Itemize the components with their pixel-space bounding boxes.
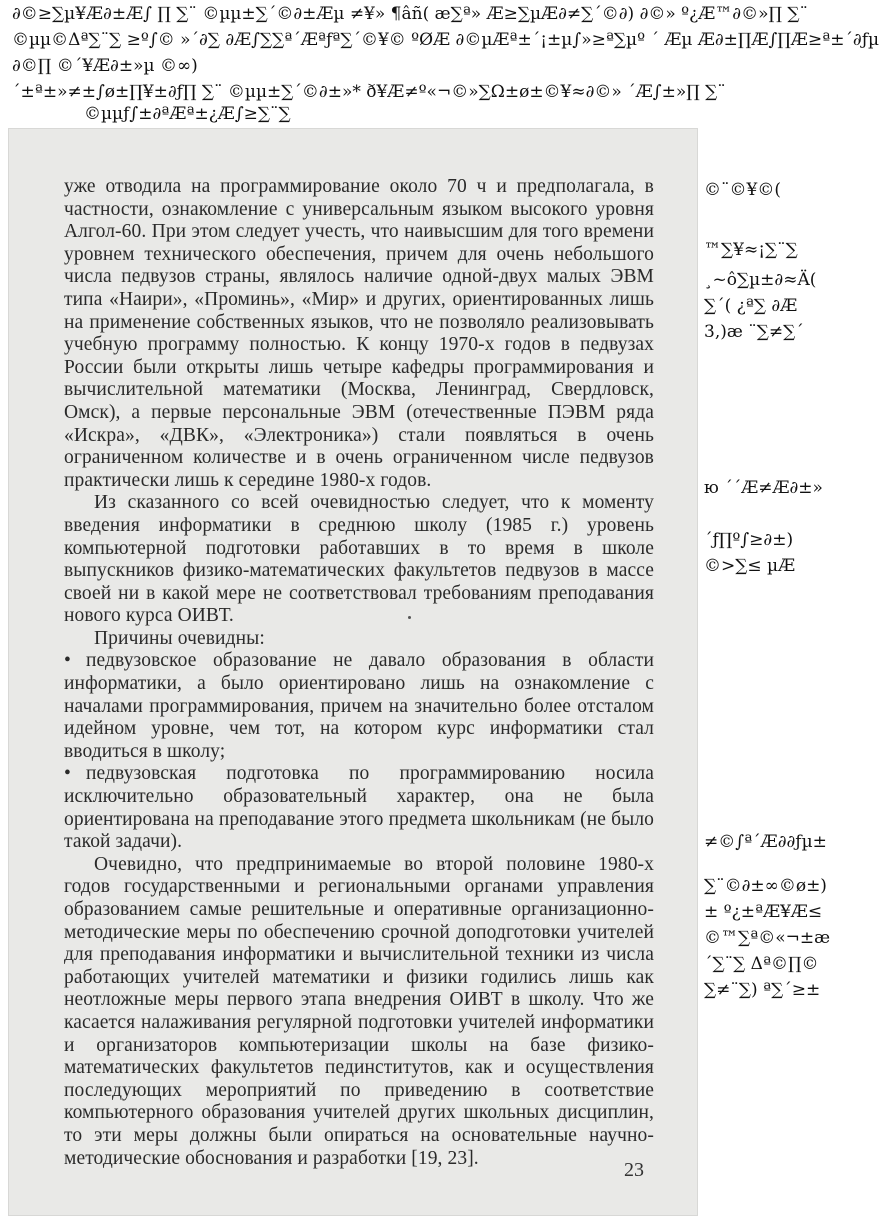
garbled-fragment: ¸~ô∑µ±∂≈Ä( bbox=[704, 270, 817, 290]
garbled-line: ´±ª±»≠±∫ø±∏¥±∂ƒ∏ ∑¨ ©µµ±∑´©∂±»* ð¥Æ≠º«¬©»∑Ω±ø±©¥≈∂©» ´Æ∫±»∏ ∑¨ bbox=[12, 82, 726, 102]
garbled-line: ©µµ©Δª∑¨∑ ≥º∫© »´∂∑ ∂Æ∫∑∑ª´Æªƒª∑´©¥© ºØÆ ∂©µÆª±´¡±µ∫»≥ª∑µº ´ Æµ Æ∂±∏Æ∫∏Æ≥ª±´∂ƒµ bbox=[12, 30, 879, 50]
garbled-fragment: ´ƒ∏º∫≥∂±) bbox=[704, 530, 794, 550]
garbled-fragment: ± º¿±ªÆ¥Æ≤ bbox=[704, 902, 823, 922]
garbled-fragment: ∑≠¨∑) ª∑´≥± bbox=[704, 980, 821, 1000]
scanned-page bbox=[8, 128, 698, 1216]
garbled-fragment: ´∑¨∑ Δª©∏© bbox=[704, 954, 819, 974]
bullet-text: педвузовское образование не давало образования в области информатики, а было ориентировано лишь на ознакомление с началами программирования, причем на значительно более отсталом идейном уровне, чем тот, на котором курс информатики стал вводиться в школу; bbox=[64, 650, 654, 762]
garbled-line: ©µµƒ∫±∂ªÆª±¿Æ∫≥∑¨∑ bbox=[84, 104, 291, 124]
garbled-fragment: ∑´( ¿ª∑ ∂Æ bbox=[704, 296, 798, 316]
paragraph: Причины очевидны: bbox=[94, 627, 265, 649]
garbled-fragment: ≠©∫ª´Æ∂∂ƒµ± bbox=[704, 832, 827, 852]
garbled-fragment: ©>∑≤ µÆ bbox=[704, 556, 796, 576]
scan-speck bbox=[408, 616, 411, 619]
page-body bbox=[64, 176, 654, 1170]
paragraph: уже отводила на программирование около 70 ч и предполагала, в частности, ознакомление с универсальным языком высокого уровня Алгол-60. При этом следует учесть, что наивысшим для того времени уровнем технического обеспечения, причем для очень небольшого числа педвузов страны, являлось наличие одной-двух малых ЭВМ типа «Наири», «Проминь», «Мир» и других, ориентированных лишь на применение собственных языков, что не позволяло реализовывать учебную программу полностью. К концу 1970-х годов в педвузах России были открыты лишь четыре кафедры программирования и вычислительной математики (Москва, Ленинград, Свердловск, Омск), а первые персональные ЭВМ (отечественные ПЭВМ ряда «Искра», «ДВК», «Электроника») стали появляться в очень ограниченном количестве и в очень ограниченном числе педвузов практически лишь к середине 1980-х годов. bbox=[64, 176, 654, 491]
bullet-dot-icon: • bbox=[64, 763, 71, 785]
page-number: 23 bbox=[624, 1159, 644, 1181]
garbled-fragment: ю ´´Æ≠Æ∂±» bbox=[704, 478, 823, 498]
garbled-fragment: ©¨©¥©( bbox=[704, 180, 781, 200]
paragraph: Очевидно, что предпринимаемые во второй половине 1980-х годов государственными и региональными органами управления образованием самые решительные и оперативные организационно-методические меры по обеспечению срочной доподготовки учителей для преподавания информатики и вычислительной техники из числа работающих учителей математики и физики годились лишь как неотложные меры первого этапа внедрения ОИВТ в школу. Что же касается налаживания регулярной подготовки учителей информатики и организаторов компьютеризации школы на базе физико-математических факультетов пединститутов, как и осуществления последующих мероприятий по приведению в соответствие компьютерного образования учителей других школьных дисциплин, то эти меры должны были опираться на основательные научно-методические обоснования и разработки [19, 23]. bbox=[64, 853, 654, 1169]
bullet-item bbox=[64, 763, 654, 853]
bullet-item bbox=[64, 650, 654, 763]
garbled-fragment: 3,)æ ¨∑≠∑´ bbox=[704, 322, 804, 342]
paragraph: Из сказанного со всей очевидностью следует, что к моменту введения информатики в среднюю школу (1985 г.) уровень компьютерной подготовки работавших в то время в школе выпускников физико-математических факультетов педвузов в массе своей ни в какой мере не соответствовал требованиям преподавания нового курса ОИВТ. bbox=[64, 492, 654, 627]
garbled-line: ∂©≥∑µ¥Æ∂±Æ∫ ∏ ∑¨ ©µµ±∑´©∂±Æµ ≠¥» ¶âñ( æ∑ª» Æ≥∑µÆ∂≠∑´©∂) ∂©» º¿Æ™∂©»∏ ∑¨ bbox=[12, 4, 809, 24]
bullet-dot-icon: • bbox=[64, 650, 71, 672]
garbled-line: ∂©∏ ©´¥Æ∂±»µ ©∞) bbox=[12, 56, 198, 76]
garbled-fragment: ™∑¥≈¡∑¨∑ bbox=[704, 240, 798, 260]
bullet-text: педвузовская подготовка по программированию носила исключительно образовательный характер, она не была ориентирована на преподавание этого предмета школьникам (не было такой задачи). bbox=[64, 763, 654, 853]
garbled-fragment: ©™∑ª©«¬±æ bbox=[704, 928, 831, 948]
garbled-fragment: ∑¨©∂±∞©ø±) bbox=[704, 876, 827, 896]
